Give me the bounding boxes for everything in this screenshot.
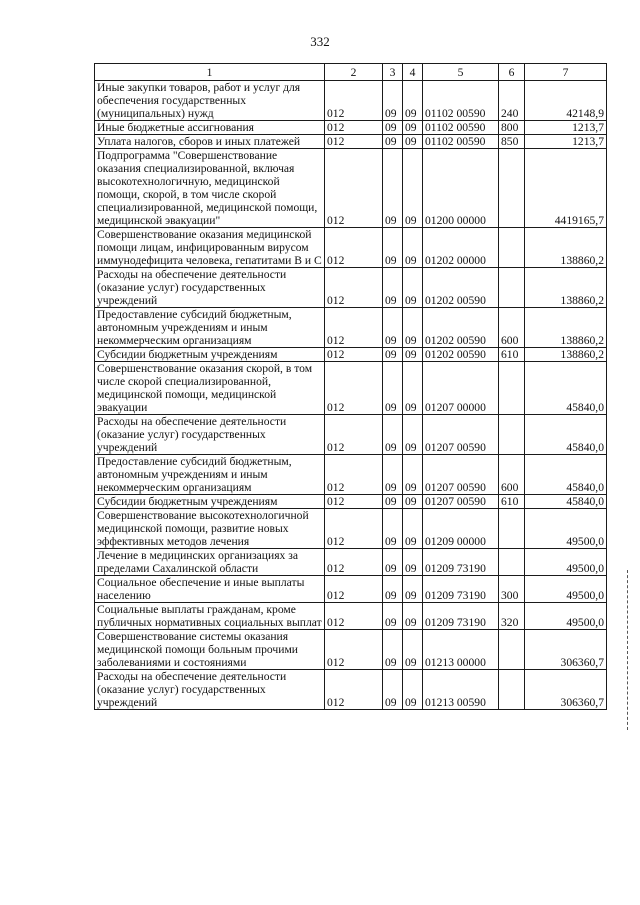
scan-edge-mark	[627, 570, 630, 730]
expense-type-cell	[499, 509, 525, 549]
section-cell: 09	[383, 348, 403, 362]
amount-cell: 49500,0	[525, 509, 607, 549]
budget-table	[94, 63, 607, 710]
amount-cell: 1213,7	[525, 135, 607, 149]
section-cell: 09	[383, 228, 403, 268]
ministry-code-cell: 012	[325, 455, 383, 495]
row-name-cell: Социальное обеспечение и иные выплаты населению	[95, 576, 325, 603]
table-row	[95, 362, 607, 415]
expense-type-cell	[499, 415, 525, 455]
expense-type-cell	[499, 362, 525, 415]
column-header: 6	[499, 64, 525, 81]
amount-cell: 306360,7	[525, 670, 607, 710]
subsection-cell: 09	[403, 81, 423, 121]
column-header: 1	[95, 64, 325, 81]
target-article-cell: 01202 00590	[423, 268, 499, 308]
ministry-code-cell: 012	[325, 362, 383, 415]
subsection-cell: 09	[403, 630, 423, 670]
subsection-cell: 09	[403, 308, 423, 348]
target-article-cell: 01202 00590	[423, 348, 499, 362]
amount-cell: 1213,7	[525, 121, 607, 135]
table-row	[95, 121, 607, 135]
ministry-code-cell: 012	[325, 348, 383, 362]
target-article-cell: 01209 73190	[423, 603, 499, 630]
subsection-cell: 09	[403, 549, 423, 576]
section-cell: 09	[383, 268, 403, 308]
table-row	[95, 135, 607, 149]
column-header: 3	[383, 64, 403, 81]
section-cell: 09	[383, 415, 403, 455]
ministry-code-cell: 012	[325, 81, 383, 121]
target-article-cell: 01102 00590	[423, 135, 499, 149]
row-name-cell: Расходы на обеспечение деятельности (оказание услуг) государственных учреждений	[95, 670, 325, 710]
expense-type-cell	[499, 630, 525, 670]
row-name-cell: Подпрограмма "Совершенствование оказания специализированной, включая высокотехнологичную, медицинской помощи, скорой, в том числе скорой специализированной, медицинской помощи, медицинской эвакуации"	[95, 149, 325, 228]
ministry-code-cell: 012	[325, 549, 383, 576]
amount-cell: 49500,0	[525, 549, 607, 576]
section-cell: 09	[383, 603, 403, 630]
target-article-cell: 01213 00000	[423, 630, 499, 670]
row-name-cell: Лечение в медицинских организациях за пределами Сахалинской области	[95, 549, 325, 576]
table-row	[95, 603, 607, 630]
ministry-code-cell: 012	[325, 121, 383, 135]
subsection-cell: 09	[403, 576, 423, 603]
ministry-code-cell: 012	[325, 495, 383, 509]
expense-type-cell: 850	[499, 135, 525, 149]
row-name-cell: Совершенствование системы оказания медицинской помощи больным прочими заболеваниями и состояниями	[95, 630, 325, 670]
section-cell: 09	[383, 576, 403, 603]
column-header: 4	[403, 64, 423, 81]
table-row	[95, 509, 607, 549]
subsection-cell: 09	[403, 228, 423, 268]
amount-cell: 4419165,7	[525, 149, 607, 228]
expense-type-cell: 320	[499, 603, 525, 630]
subsection-cell: 09	[403, 348, 423, 362]
row-name-cell: Уплата налогов, сборов и иных платежей	[95, 135, 325, 149]
expense-type-cell	[499, 228, 525, 268]
ministry-code-cell: 012	[325, 603, 383, 630]
table-row	[95, 81, 607, 121]
row-name-cell: Субсидии бюджетным учреждениям	[95, 495, 325, 509]
target-article-cell: 01209 00000	[423, 509, 499, 549]
expense-type-cell: 610	[499, 495, 525, 509]
table-row	[95, 149, 607, 228]
row-name-cell: Иные закупки товаров, работ и услуг для обеспечения государственных (муниципальных) нужд	[95, 81, 325, 121]
row-name-cell: Совершенствование оказания скорой, в том числе скорой специализированной, медицинской помощи, медицинской эвакуации	[95, 362, 325, 415]
target-article-cell: 01207 00590	[423, 455, 499, 495]
column-header: 2	[325, 64, 383, 81]
ministry-code-cell: 012	[325, 670, 383, 710]
section-cell: 09	[383, 509, 403, 549]
table-row	[95, 228, 607, 268]
amount-cell: 49500,0	[525, 576, 607, 603]
table-row	[95, 308, 607, 348]
amount-cell: 45840,0	[525, 415, 607, 455]
ministry-code-cell: 012	[325, 268, 383, 308]
section-cell: 09	[383, 149, 403, 228]
ministry-code-cell: 012	[325, 630, 383, 670]
target-article-cell: 01202 00590	[423, 308, 499, 348]
expense-type-cell: 600	[499, 308, 525, 348]
column-header: 7	[525, 64, 607, 81]
section-cell: 09	[383, 549, 403, 576]
subsection-cell: 09	[403, 362, 423, 415]
table-row	[95, 268, 607, 308]
row-name-cell: Субсидии бюджетным учреждениям	[95, 348, 325, 362]
amount-cell: 138860,2	[525, 348, 607, 362]
column-header: 5	[423, 64, 499, 81]
section-cell: 09	[383, 495, 403, 509]
amount-cell: 306360,7	[525, 630, 607, 670]
ministry-code-cell: 012	[325, 149, 383, 228]
subsection-cell: 09	[403, 455, 423, 495]
table-row	[95, 495, 607, 509]
subsection-cell: 09	[403, 149, 423, 228]
section-cell: 09	[383, 455, 403, 495]
target-article-cell: 01200 00000	[423, 149, 499, 228]
table-row	[95, 670, 607, 710]
expense-type-cell: 300	[499, 576, 525, 603]
amount-cell: 45840,0	[525, 495, 607, 509]
row-name-cell: Иные бюджетные ассигнования	[95, 121, 325, 135]
target-article-cell: 01207 00000	[423, 362, 499, 415]
table-row	[95, 576, 607, 603]
subsection-cell: 09	[403, 415, 423, 455]
row-name-cell: Расходы на обеспечение деятельности (оказание услуг) государственных учреждений	[95, 268, 325, 308]
section-cell: 09	[383, 121, 403, 135]
ministry-code-cell: 012	[325, 135, 383, 149]
subsection-cell: 09	[403, 603, 423, 630]
page-number: 332	[310, 34, 330, 49]
subsection-cell: 09	[403, 670, 423, 710]
target-article-cell: 01209 73190	[423, 549, 499, 576]
subsection-cell: 09	[403, 135, 423, 149]
expense-type-cell: 600	[499, 455, 525, 495]
expense-type-cell: 240	[499, 81, 525, 121]
subsection-cell: 09	[403, 495, 423, 509]
row-name-cell: Предоставление субсидий бюджетным, автономным учреждениям и иным некоммерческим организациям	[95, 308, 325, 348]
amount-cell: 45840,0	[525, 362, 607, 415]
subsection-cell: 09	[403, 509, 423, 549]
target-article-cell: 01202 00000	[423, 228, 499, 268]
table-row	[95, 630, 607, 670]
section-cell: 09	[383, 630, 403, 670]
table-row	[95, 455, 607, 495]
ministry-code-cell: 012	[325, 415, 383, 455]
expense-type-cell: 610	[499, 348, 525, 362]
table-row	[95, 348, 607, 362]
amount-cell: 42148,9	[525, 81, 607, 121]
section-cell: 09	[383, 135, 403, 149]
section-cell: 09	[383, 308, 403, 348]
section-cell: 09	[383, 81, 403, 121]
table-header-row	[95, 64, 607, 81]
subsection-cell: 09	[403, 121, 423, 135]
amount-cell: 45840,0	[525, 455, 607, 495]
expense-type-cell	[499, 149, 525, 228]
ministry-code-cell: 012	[325, 228, 383, 268]
target-article-cell: 01213 00590	[423, 670, 499, 710]
amount-cell: 49500,0	[525, 603, 607, 630]
target-article-cell: 01209 73190	[423, 576, 499, 603]
row-name-cell: Расходы на обеспечение деятельности (оказание услуг) государственных учреждений	[95, 415, 325, 455]
subsection-cell: 09	[403, 268, 423, 308]
row-name-cell: Предоставление субсидий бюджетным, автономным учреждениям и иным некоммерческим организациям	[95, 455, 325, 495]
ministry-code-cell: 012	[325, 509, 383, 549]
target-article-cell: 01102 00590	[423, 121, 499, 135]
amount-cell: 138860,2	[525, 268, 607, 308]
ministry-code-cell: 012	[325, 576, 383, 603]
expense-type-cell	[499, 670, 525, 710]
expense-type-cell: 800	[499, 121, 525, 135]
table-row	[95, 549, 607, 576]
expense-type-cell	[499, 268, 525, 308]
target-article-cell: 01207 00590	[423, 495, 499, 509]
table-row	[95, 415, 607, 455]
expense-type-cell	[499, 549, 525, 576]
section-cell: 09	[383, 362, 403, 415]
row-name-cell: Совершенствование высокотехнологичной медицинской помощи, развитие новых эффективных методов лечения	[95, 509, 325, 549]
amount-cell: 138860,2	[525, 308, 607, 348]
target-article-cell: 01207 00590	[423, 415, 499, 455]
amount-cell: 138860,2	[525, 228, 607, 268]
ministry-code-cell: 012	[325, 308, 383, 348]
section-cell: 09	[383, 670, 403, 710]
target-article-cell: 01102 00590	[423, 81, 499, 121]
row-name-cell: Совершенствование оказания медицинской помощи лицам, инфицированным вирусом иммунодефицита человека, гепатитами В и С	[95, 228, 325, 268]
row-name-cell: Социальные выплаты гражданам, кроме публичных нормативных социальных выплат	[95, 603, 325, 630]
